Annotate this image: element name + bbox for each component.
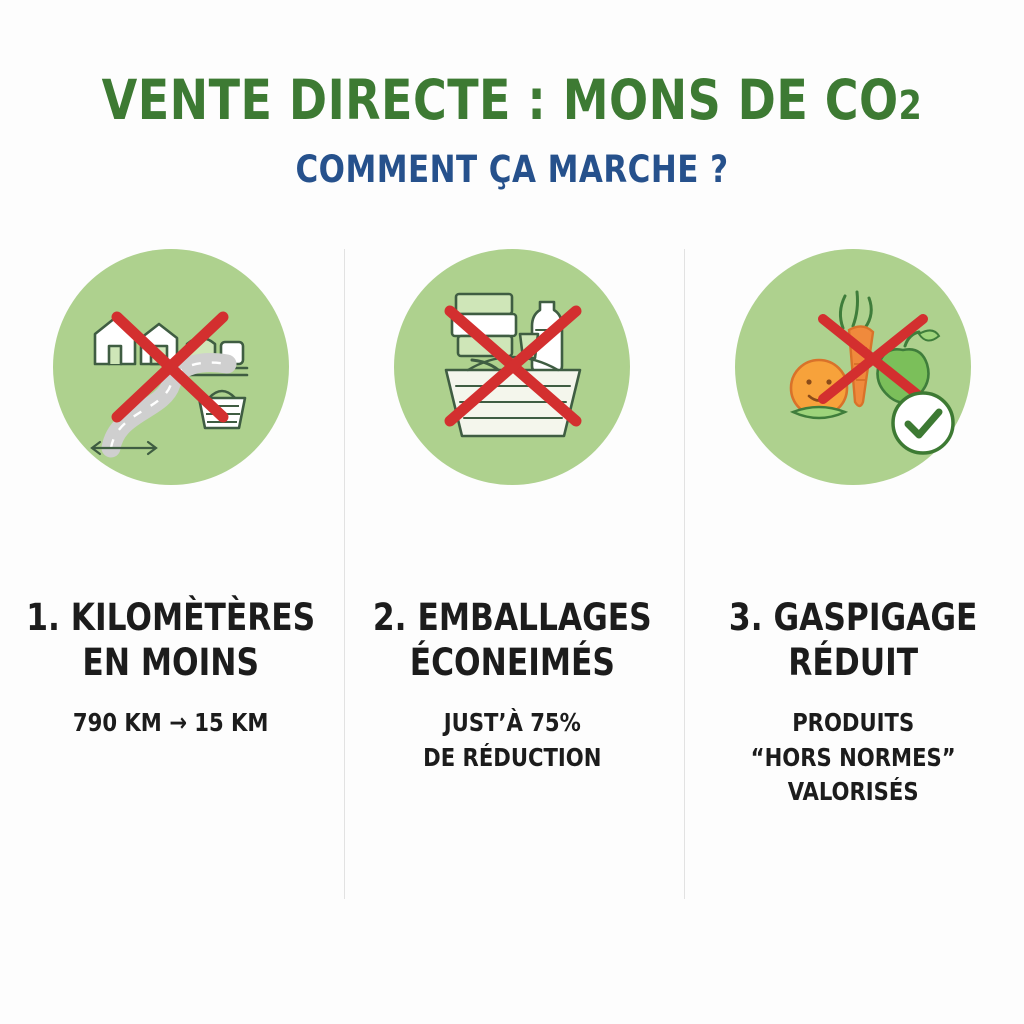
- fruits-vegetables-icon: [753, 272, 953, 462]
- step-2-heading-line2: ÉCONEIMÉS: [409, 641, 615, 685]
- step-1-heading-line2: EN MOINS: [82, 641, 260, 685]
- step-column-1: [1, 249, 342, 740]
- steps-row: [0, 249, 1024, 809]
- step-3-sub-line1: PRODUITS: [792, 708, 914, 738]
- step-3-heading-line1: 3. GASPIGAGE: [728, 596, 978, 639]
- step-3-sub-line2: “HORS NORMES”: [750, 742, 956, 772]
- page-title: [36, 68, 988, 132]
- step-3-sub-line3: VALORISÉS: [787, 777, 919, 807]
- step-1-caption: [17, 595, 324, 740]
- step-2-badge: [394, 249, 630, 485]
- step-3-heading-line2: RÉDUIT: [788, 641, 918, 685]
- page-subtitle: COMMENT ÇA MARCHE ?: [295, 148, 729, 191]
- step-column-2: [342, 249, 683, 774]
- page-title-text: VENTE DIRECTE : MONS DE CO: [101, 68, 899, 132]
- title-block: [0, 68, 1024, 191]
- page-title-subscript: 2: [898, 83, 923, 129]
- step-1-heading-line1: 1. KILOMÈTÈRES: [26, 596, 316, 639]
- step-1-sub-line1: 790 KM → 15 KM: [73, 708, 269, 738]
- step-2-caption: [364, 595, 661, 774]
- step-3-caption: [721, 595, 985, 809]
- step-3-badge: [735, 249, 971, 485]
- step-2-sub-line2: DE RÉDUCTION: [422, 742, 602, 772]
- plastic-packaging-basket-icon: [412, 272, 612, 462]
- farm-road-basket-icon: [71, 272, 271, 462]
- step-column-3: [683, 249, 1024, 809]
- step-2-sub-line1: JUST’À 75%: [443, 708, 581, 738]
- step-1-badge: [53, 249, 289, 485]
- step-2-heading-line1: 2. EMBALLAGES: [372, 596, 652, 639]
